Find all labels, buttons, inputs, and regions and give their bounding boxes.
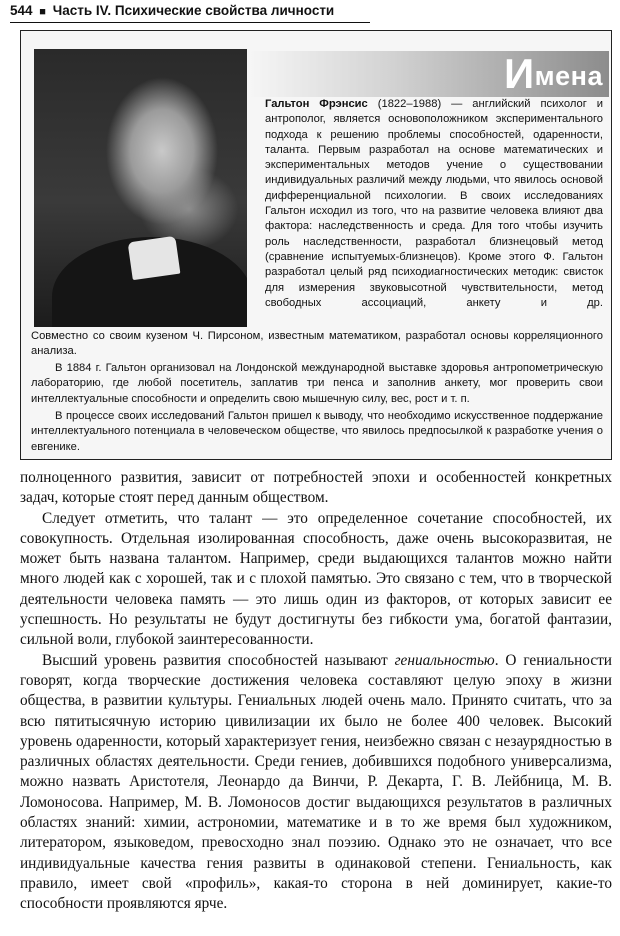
- square-bullet-icon: ■: [39, 6, 46, 18]
- portrait-collar: [128, 236, 181, 280]
- sidebar-paragraph-3: В процессе своих исследований Гальтон пришел к выводу, что необходимо искусственное поддержание интеллектуального потенциала в человеческом обществе, что явилось предпосылкой к разработке учения о евгенике.: [31, 410, 603, 453]
- sidebar-intro-text: — английский психолог и антрополог, является основоположником экспериментального подхода к решению проблемы способностей, одаренности, таланта. Первым разработал на основе математических и экспериментальных методов учение о существовании индивидуальных различий между людьми, что явилось основой дифференциальной психологии. В своих исследованиях Гальтон исходил из того, что на развитие человека влияют два фактора: наследственность и среда. Для того чтобы изучить роль наследственности, разработал близнецовый метод (сравнение испытуемых-близнецов). Кроме этого Ф. Гальтон разработал целый ряд психодиагностических методик: свисток для измерения звуковысотной чувствительности, метод свободных ассоциаций, анкету и др.: [265, 98, 603, 309]
- sidebar-continuation: Совместно со своим кузеном Ч. Пирсоном, известным математиком, разработал основы корреляционного анализа.: [31, 330, 603, 358]
- body-paragraph-3: [20, 651, 612, 915]
- sidebar-person-name: Гальтон Фрэнсис: [265, 98, 368, 110]
- running-head: [10, 2, 370, 23]
- names-sidebar: [20, 30, 612, 460]
- body-paragraph-2: Следует отметить, что талант — это определенное сочетание способностей, их совокупность. Отдельная изолированная способность, даже очень высокоразвитая, не может быть названа талантом. Например, среди выдающихся талантов можно найти много людей как с хорошей, так и с плохой памятью. Это связано с тем, что в творческой деятельности человека память — это лишь один из факторов, от которых зависит ее успешность. Но результаты не будут достигнуты без гибкости ума, богатой фантазии, сильной воли, глубокой заинтересованности.: [20, 509, 612, 649]
- sidebar-title: [504, 51, 603, 97]
- body-paragraph-3-start: Высший уровень развития способностей называют: [42, 651, 395, 669]
- galton-portrait: [34, 49, 247, 327]
- sidebar-paragraph-2: В 1884 г. Гальтон организовал на Лондонской международной выставке здоровья антропометрическую лабораторию, где любой посетитель, заплатив три пенса и заполнив анкету, мог проверить свои интеллектуальные способности и определить свою мышечную силу, вес, рост и т. п.: [31, 362, 603, 405]
- page-number: 544: [10, 3, 33, 18]
- sidebar-title-initial: И: [503, 50, 535, 97]
- term-genius: гениальностью: [394, 651, 495, 669]
- sidebar-title-rest: мена: [534, 61, 603, 91]
- sidebar-intro: [265, 97, 603, 311]
- body-paragraph-3-rest: . О гениальности говорят, когда творческие достижения человека составляют целую эпоху в жизни общества, в развитии культуры. Гениальных людей очень мало. Принято считать, что за всю пятитысячную историю цивилизации их было не более 400 человек. Высокий уровень одаренности, который характеризует гения, неизбежно связан с незаурядностью в различных областях деятельности. Среди гениев, добившихся подобного универсализма, можно назвать Аристотеля, Леонардо да Винчи, Р. Декарта, Г. В. Лейбница, М. В. Ломоносова. Например, М. В. Ломоносов достиг выдающихся результатов в различных областях знаний: химии, астрономии, математике и в то же время был художником, литератором, языковедом, превосходно знал поэзию. Однако это не означает, что все индивидуальные качества гения развиты в одинаковой степени. Гениальность, как правило, имеет свой «профиль», какая-то сторона в ней доминирует, какие-то способности проявляются ярче.: [20, 651, 612, 913]
- running-head-title: Часть IV. Психические свойства личности: [52, 3, 335, 18]
- body-text: [20, 468, 612, 915]
- body-paragraph-1: полноценного развития, зависит от потребностей эпохи и особенностей конкретных задач, которые стоят перед данным обществом.: [20, 469, 612, 507]
- sidebar-person-dates: (1822–1988): [367, 98, 442, 110]
